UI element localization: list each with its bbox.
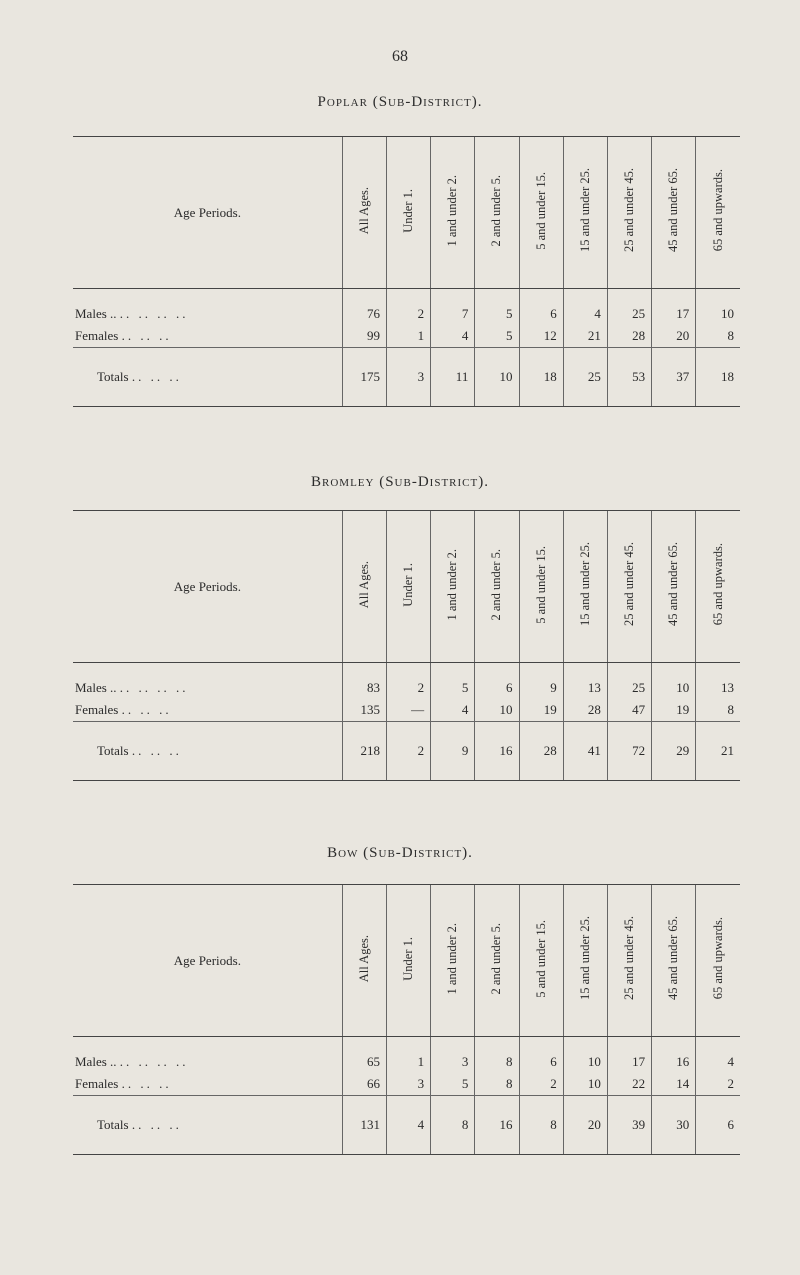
table-cell: 5 [475,325,519,348]
row-label: Females .. .. .. [75,1076,172,1091]
table-cell: 9 [431,722,475,781]
table-cell: 19 [652,699,696,722]
row-label: Males .. .. .. .. .. [75,1054,189,1069]
table-cell: 8 [696,699,740,722]
table-cell: 8 [519,1096,563,1155]
table-cell: 39 [607,1096,651,1155]
table-cell: 25 [607,663,651,700]
table-cell: 218 [342,722,386,781]
col-header: 1 and under 2. [431,511,475,663]
table-cell: 1 [386,1037,430,1074]
table-cell: 5 [431,663,475,700]
table-cell: 22 [607,1073,651,1096]
table-cell: 4 [431,699,475,722]
bromley-table [73,510,740,781]
age-periods-header: Age Periods. [73,885,342,1037]
table-cell: 135 [342,699,386,722]
table-cell: 4 [386,1096,430,1155]
table-cell: 20 [563,1096,607,1155]
bow-table [73,884,740,1155]
table-cell: 25 [563,348,607,407]
table-cell: 3 [386,348,430,407]
table-cell: 65 [342,1037,386,1074]
col-header: 15 and under 25. [563,137,607,289]
table-cell: 18 [696,348,740,407]
table-cell: 9 [519,663,563,700]
table-cell: 72 [607,722,651,781]
table-cell: 11 [431,348,475,407]
table-cell: 4 [431,325,475,348]
table-cell: 2 [386,722,430,781]
table-cell: 20 [652,325,696,348]
table-cell: 21 [563,325,607,348]
table-cell: 16 [475,1096,519,1155]
age-periods-header: Age Periods. [73,137,342,289]
table-cell: 3 [386,1073,430,1096]
males-row [73,1037,740,1074]
table-cell: 28 [563,699,607,722]
table-cell: 5 [475,289,519,326]
poplar-table [73,136,740,407]
col-header: Under 1. [386,885,430,1037]
table-cell: 7 [431,289,475,326]
table-cell: 13 [696,663,740,700]
table-cell: 3 [431,1037,475,1074]
header-row [73,511,740,663]
table-cell: 8 [475,1037,519,1074]
totals-row [73,348,740,407]
age-periods-header: Age Periods. [73,511,342,663]
header-row [73,885,740,1037]
col-header: 45 and under 65. [652,885,696,1037]
table-cell: 29 [652,722,696,781]
col-header: 15 and under 25. [563,511,607,663]
row-label: Males .. .. .. .. .. [75,680,189,695]
table-cell: — [386,699,430,722]
table-cell: 10 [475,348,519,407]
males-row [73,663,740,700]
col-header: 1 and under 2. [431,137,475,289]
col-header: 15 and under 25. [563,885,607,1037]
col-header: 1 and under 2. [431,885,475,1037]
table-cell: 16 [652,1037,696,1074]
table-cell: 10 [475,699,519,722]
table-cell: 131 [342,1096,386,1155]
section-title-poplar: Poplar (Sub-District). [317,94,483,110]
table-cell: 2 [696,1073,740,1096]
table-cell: 28 [607,325,651,348]
header-row [73,137,740,289]
col-header: 5 and under 15. [519,511,563,663]
table-cell: 2 [386,663,430,700]
totals-row [73,1096,740,1155]
section-title-bow: Bow (Sub-District). [327,845,473,861]
table-cell: 10 [563,1073,607,1096]
table-cell: 19 [519,699,563,722]
table-cell: 4 [696,1037,740,1074]
table-cell: 13 [563,663,607,700]
col-header: 25 and under 45. [607,885,651,1037]
col-header: 65 and upwards. [696,885,740,1037]
table-cell: 41 [563,722,607,781]
table-cell: 14 [652,1073,696,1096]
col-header: 65 and upwards. [696,137,740,289]
females-row [73,699,740,722]
row-label: Totals .. .. .. [73,1096,342,1155]
table-cell: 47 [607,699,651,722]
table-cell: 30 [652,1096,696,1155]
col-header: All Ages. [342,137,386,289]
row-label: Females .. .. .. [75,328,172,343]
table-cell: 6 [475,663,519,700]
table-cell: 83 [342,663,386,700]
table-cell: 1 [386,325,430,348]
col-header: 2 and under 5. [475,511,519,663]
col-header: Under 1. [386,511,430,663]
table-cell: 17 [607,1037,651,1074]
col-header: Under 1. [386,137,430,289]
table-cell: 16 [475,722,519,781]
totals-row [73,722,740,781]
col-header: 5 and under 15. [519,137,563,289]
row-label: Males .. .. .. .. .. [75,306,189,321]
col-header: All Ages. [342,885,386,1037]
col-header: 25 and under 45. [607,511,651,663]
table-cell: 12 [519,325,563,348]
females-row [73,1073,740,1096]
table-cell: 66 [342,1073,386,1096]
col-header: 2 and under 5. [475,137,519,289]
row-label: Totals .. .. .. [73,722,342,781]
row-label: Totals .. .. .. [73,348,342,407]
page-number: 68 [392,48,408,65]
table-cell: 8 [431,1096,475,1155]
col-header: 25 and under 45. [607,137,651,289]
table-cell: 5 [431,1073,475,1096]
table-cell: 53 [607,348,651,407]
table-cell: 10 [696,289,740,326]
table-cell: 28 [519,722,563,781]
table-cell: 8 [696,325,740,348]
col-header: 2 and under 5. [475,885,519,1037]
table-cell: 25 [607,289,651,326]
col-header: 45 and under 65. [652,137,696,289]
table-cell: 17 [652,289,696,326]
table-cell: 2 [519,1073,563,1096]
females-row [73,325,740,348]
col-header: 65 and upwards. [696,511,740,663]
table-cell: 6 [519,1037,563,1074]
table-cell: 8 [475,1073,519,1096]
row-label: Females .. .. .. [75,702,172,717]
section-title-bromley: Bromley (Sub-District). [311,474,489,490]
table-cell: 10 [652,663,696,700]
col-header: All Ages. [342,511,386,663]
table-cell: 6 [519,289,563,326]
col-header: 45 and under 65. [652,511,696,663]
table-cell: 175 [342,348,386,407]
males-row [73,289,740,326]
col-header: 5 and under 15. [519,885,563,1037]
table-cell: 37 [652,348,696,407]
table-cell: 4 [563,289,607,326]
table-cell: 21 [696,722,740,781]
table-cell: 6 [696,1096,740,1155]
table-cell: 76 [342,289,386,326]
table-cell: 99 [342,325,386,348]
table-cell: 2 [386,289,430,326]
table-cell: 18 [519,348,563,407]
table-cell: 10 [563,1037,607,1074]
